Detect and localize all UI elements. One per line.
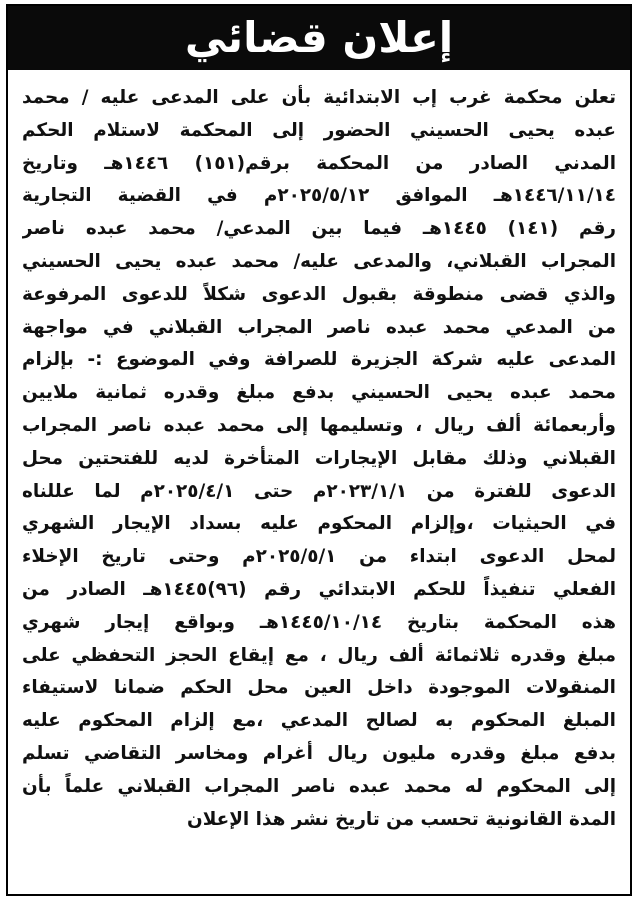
notice-line: عبده يحيى الحسيني الحضور إلى المحكمة لاستلام الحكم: [22, 119, 616, 141]
notice-line: الفعلي تنفيذاً للحكم الابتدائي رقم (٩٦)١٤٤٥هـ الصادر من: [22, 578, 616, 600]
notice-line: المجراب القبلاني، والمدعى عليه/ محمد عبده يحيى الحسيني: [22, 250, 616, 272]
notice-line: في الحيثيات ،وإلزام المحكوم عليه بسداد الإيجار الشهري: [22, 513, 616, 535]
notice-line: لمحل الدعوى ابتداء من ٢٠٢٥/٥/١م وحتى تاريخ الإخلاء: [22, 546, 616, 568]
notice-line: ١٤٤٦/١١/١٤هـ الموافق ٢٠٢٥/٥/١٢م في القضية التجارية: [22, 185, 616, 207]
notice-line: والذي قضى منطوقة بقبول الدعوى شكلاً للدعوى المرفوعة: [22, 283, 616, 305]
notice-line: المدعى عليه شركة الجزيرة للصرافة وفي الموضوع :- بإلزام: [22, 349, 616, 371]
notice-line: الدعوى للفترة من ٢٠٢٣/١/١م حتى ٢٠٢٥/٤/١م لما عللناه: [22, 480, 616, 502]
notice-line: وأربعمائة ألف ريال ، وتسليمها إلى محمد عبده ناصر المجراب: [22, 414, 616, 436]
notice-line: المنقولات الموجودة داخل العين محل الحكم ضمانا لاستيفاء: [22, 677, 616, 699]
notice-line: من المدعي محمد عبده ناصر المجراب القبلاني في مواجهة: [22, 316, 616, 338]
notice-line: هذه المحكمة بتاريخ ١٤٤٥/١٠/١٤هـ وبواقع إيجار شهري: [22, 611, 616, 633]
notice-line: مبلغ وقدره ثلاثمائة ألف ريال ، مع إيقاع الحجز التحفظي على: [22, 644, 616, 666]
notice-line: المدة القانونية تحسب من تاريخ نشر هذا الإعلان: [187, 808, 616, 830]
notice-line: إلى المحكوم له محمد عبده ناصر المجراب القبلاني علماً بأن: [22, 775, 616, 797]
notice-line: المدني الصادر من المحكمة برقم(١٥١) ١٤٤٦هـ وتاريخ: [22, 152, 616, 174]
notice-line: تعلن محكمة غرب إب الابتدائية بأن على المدعى عليه / محمد: [22, 87, 616, 108]
notice-header: [8, 6, 630, 70]
notice-body: [22, 82, 616, 836]
notice-line: محمد عبده يحيى الحسيني بدفع مبلغ وقدره ثمانية ملايين: [22, 382, 616, 404]
notice-line: القبلاني وذلك مقابل الإيجارات المتأخرة لديه للفتحتين محل: [22, 447, 616, 469]
notice-frame: [6, 4, 632, 896]
notice-line: بدفع مبلغ وقدره مليون ريال أغرام ومخاسر التقاضي تسلم: [22, 742, 616, 764]
notice-title: إعلان قضائي: [184, 13, 454, 62]
notice-line: رقم (١٤١) ١٤٤٥هـ فيما بين المدعي/ محمد عبده ناصر: [22, 218, 616, 240]
notice-line: المبلغ المحكوم به لصالح المدعي ،مع إلزام المحكوم عليه: [22, 710, 616, 732]
